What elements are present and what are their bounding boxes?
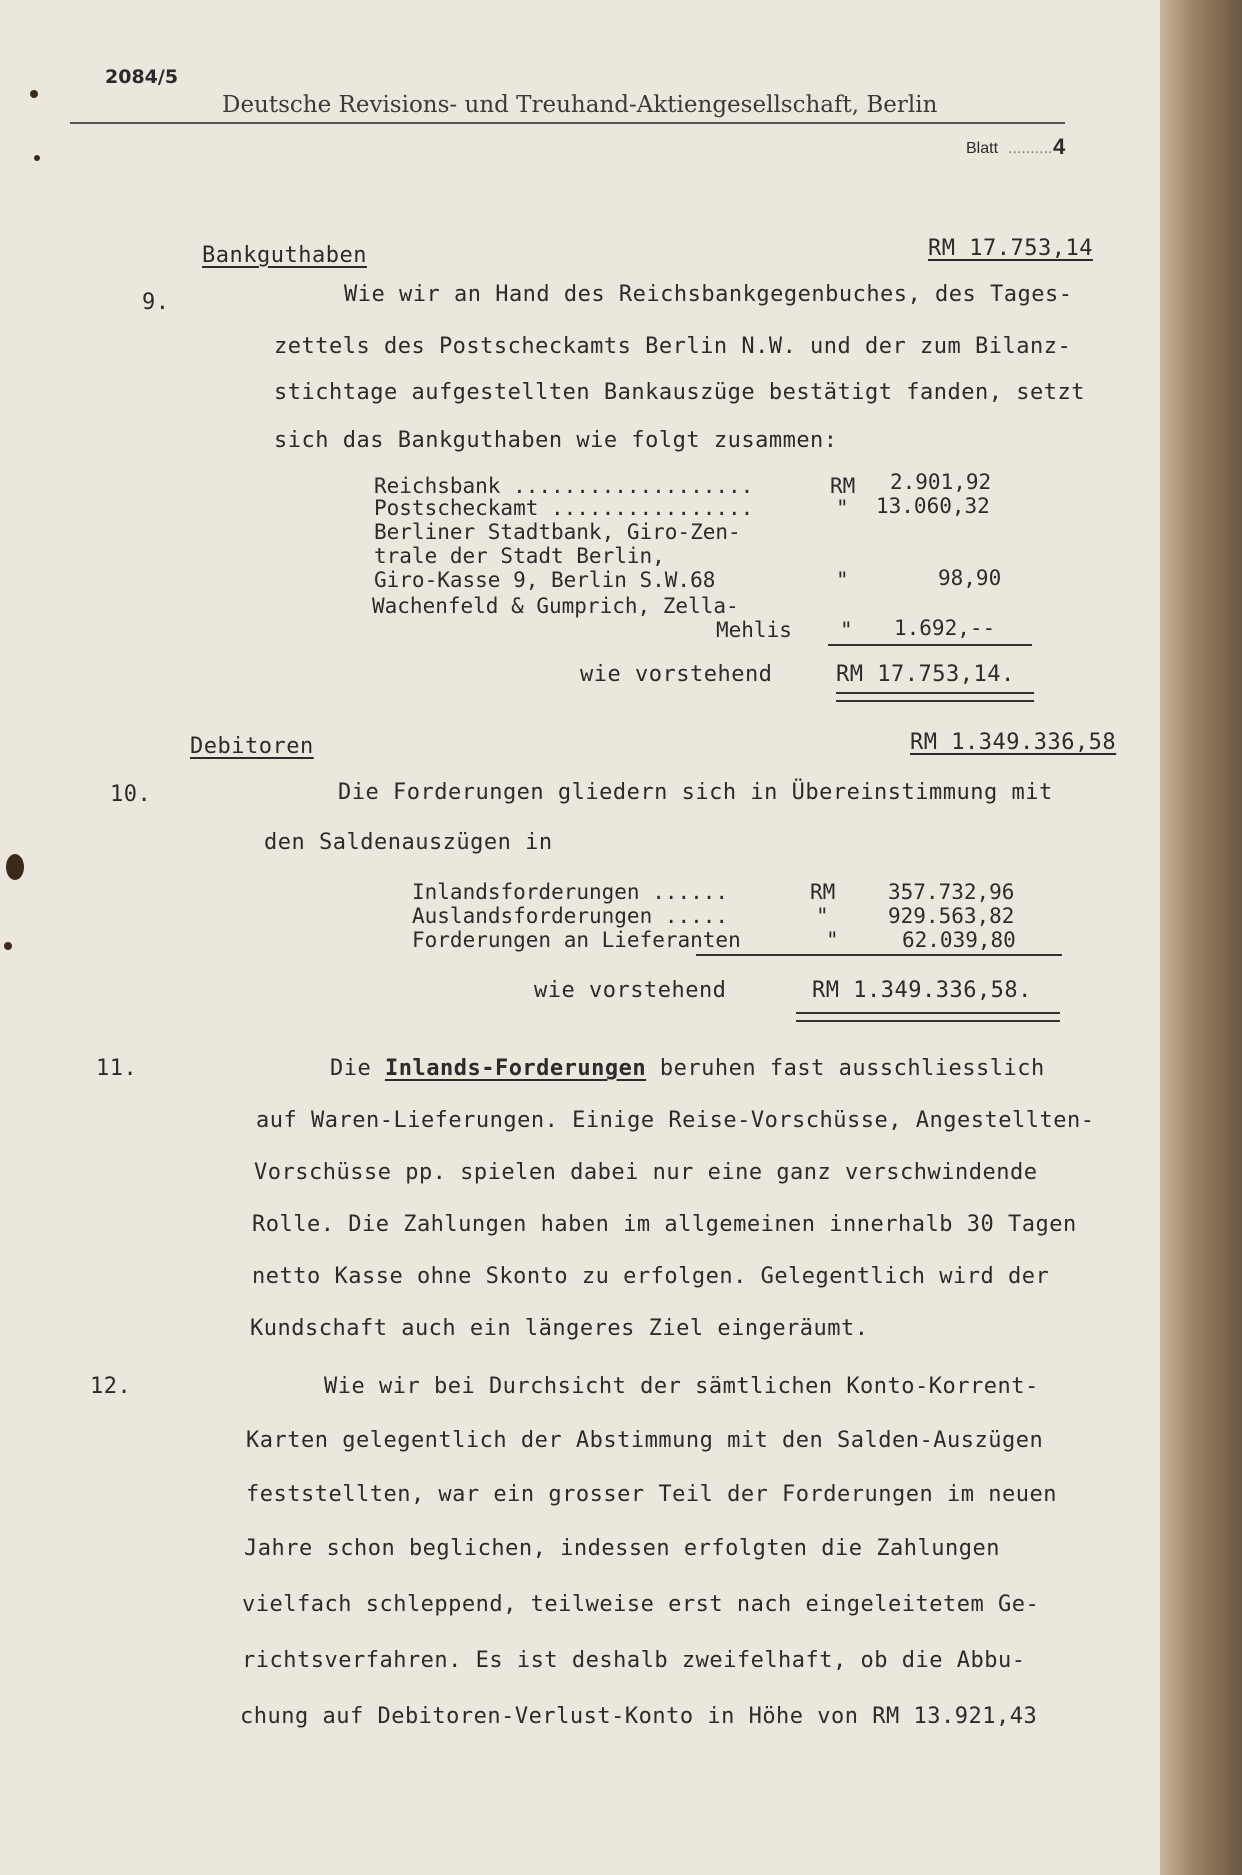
debitor-item-label: Auslandsforderungen ..... bbox=[412, 904, 729, 928]
paragraph-line: den Saldenauszügen in bbox=[264, 830, 553, 855]
paragraph-line: auf Waren-Lieferungen. Einige Reise-Vorschüsse, Angestellten- bbox=[256, 1108, 1095, 1133]
paragraph-text: beruhen fast ausschliesslich bbox=[646, 1056, 1045, 1081]
debitoren-sum-label: wie vorstehend bbox=[534, 978, 727, 1003]
section-heading-bankguthaben: Bankguthaben bbox=[202, 243, 367, 268]
debitor-item-amount: 62.039,80 bbox=[902, 928, 1016, 952]
paragraph-line: Karten gelegentlich der Abstimmung mit den Salden-Auszügen bbox=[246, 1428, 1044, 1453]
paragraph-number-9: 9. bbox=[142, 290, 170, 315]
paragraph-line: chung auf Debitoren-Verlust-Konto in Höhe von RM 13.921,43 bbox=[240, 1704, 1038, 1729]
bank-sum-value: RM 17.753,14. bbox=[836, 662, 1015, 687]
bank-item-label: Berliner Stadtbank, Giro-Zen- bbox=[374, 520, 741, 544]
paragraph-text: Die bbox=[330, 1056, 385, 1081]
debitor-item-label: Forderungen an Lieferanten bbox=[412, 928, 741, 952]
paragraph-number-11: 11. bbox=[96, 1056, 138, 1081]
paragraph-line: Die Forderungen gliedern sich in Übereinstimmung mit bbox=[338, 780, 1053, 805]
bank-item-label: Reichsbank ................... bbox=[374, 474, 754, 498]
company-letterhead: Deutsche Revisions- und Treuhand-Aktiengesellschaft, Berlin bbox=[222, 92, 938, 118]
paragraph-number-10: 10. bbox=[110, 782, 152, 807]
bank-item-label: Mehlis bbox=[716, 618, 792, 642]
bank-item-currency: " bbox=[836, 496, 849, 520]
section-heading-debitoren: Debitoren bbox=[190, 734, 314, 759]
subtotal-rule bbox=[828, 644, 1032, 646]
debitor-item-currency: RM bbox=[810, 880, 836, 904]
stain-mark bbox=[6, 854, 24, 880]
bank-item-label: trale der Stadt Berlin, bbox=[374, 544, 665, 568]
paragraph-line: stichtage aufgestellten Bankauszüge bestätigt fanden, setzt bbox=[274, 380, 1085, 405]
debitor-item-amount: 357.732,96 bbox=[888, 880, 1015, 904]
bank-item-amount: 2.901,92 bbox=[890, 470, 992, 494]
paragraph-line: Wie wir bei Durchsicht der sämtlichen Konto-Korrent- bbox=[324, 1374, 1039, 1399]
sheet-label: Blatt bbox=[966, 140, 999, 157]
stain-mark bbox=[4, 942, 12, 950]
debitor-item-currency: " bbox=[816, 904, 829, 928]
subtotal-rule bbox=[696, 954, 1062, 956]
bank-item-label: Giro-Kasse 9, Berlin S.W.68 bbox=[374, 568, 716, 592]
debitoren-sum-value: RM 1.349.336,58. bbox=[812, 978, 1032, 1003]
page-edge-background bbox=[1160, 0, 1242, 1875]
bank-item-currency: " bbox=[840, 618, 853, 642]
paragraph-number-12: 12. bbox=[90, 1374, 132, 1399]
paragraph-line: richtsverfahren. Es ist deshalb zweifelhaft, ob die Abbu- bbox=[242, 1648, 1026, 1673]
bank-item-label: Postscheckamt ................ bbox=[374, 496, 754, 520]
paragraph-line: sich das Bankguthaben wie folgt zusammen: bbox=[274, 428, 838, 453]
section-total-bankguthaben: RM 17.753,14 bbox=[928, 236, 1093, 261]
paragraph-line: Wie wir an Hand des Reichsbankgegenbuches, des Tages- bbox=[344, 282, 1073, 307]
paragraph-line: netto Kasse ohne Skonto zu erfolgen. Gelegentlich wird der bbox=[252, 1264, 1050, 1289]
section-total-debitoren: RM 1.349.336,58 bbox=[910, 730, 1117, 755]
paragraph-line: vielfach schleppend, teilweise erst nach eingeleitetem Ge- bbox=[242, 1592, 1040, 1617]
bank-item-amount: 13.060,32 bbox=[876, 494, 990, 518]
paragraph-line: Rolle. Die Zahlungen haben im allgemeinen innerhalb 30 Tagen bbox=[252, 1212, 1077, 1237]
sheet-dots: .......... bbox=[1008, 140, 1053, 157]
bank-item-amount: 1.692,-- bbox=[894, 616, 996, 640]
debitor-item-currency: " bbox=[826, 928, 839, 952]
document-number: 2084/5 bbox=[105, 66, 179, 88]
header-rule bbox=[70, 122, 1065, 124]
underlined-term: Inlands-Forderungen bbox=[384, 1056, 647, 1081]
stain-mark bbox=[34, 155, 40, 161]
bank-item-amount: 98,90 bbox=[938, 566, 1002, 590]
bank-item-label: Wachenfeld & Gumprich, Zella- bbox=[372, 594, 739, 618]
paragraph-line: Jahre schon beglichen, indessen erfolgten die Zahlungen bbox=[244, 1536, 1000, 1561]
sheet-number: 4 bbox=[1053, 134, 1066, 159]
paragraph-line: Kundschaft auch ein längeres Ziel eingeräumt. bbox=[250, 1316, 869, 1341]
total-double-rule bbox=[796, 1012, 1060, 1022]
debitor-item-label: Inlandsforderungen ...... bbox=[412, 880, 729, 904]
paragraph-line: zettels des Postscheckamts Berlin N.W. und der zum Bilanz- bbox=[274, 334, 1072, 359]
total-double-rule bbox=[836, 692, 1034, 702]
paragraph-line bbox=[330, 1056, 1045, 1081]
bank-item-currency: " bbox=[836, 568, 849, 592]
bank-sum-label: wie vorstehend bbox=[580, 662, 773, 687]
paragraph-line: Vorschüsse pp. spielen dabei nur eine ganz verschwindende bbox=[254, 1160, 1038, 1185]
bank-item-currency: RM bbox=[830, 474, 856, 498]
debitor-item-amount: 929.563,82 bbox=[888, 904, 1015, 928]
stain-mark bbox=[30, 90, 38, 98]
paragraph-line: feststellten, war ein grosser Teil der Forderungen im neuen bbox=[246, 1482, 1057, 1507]
